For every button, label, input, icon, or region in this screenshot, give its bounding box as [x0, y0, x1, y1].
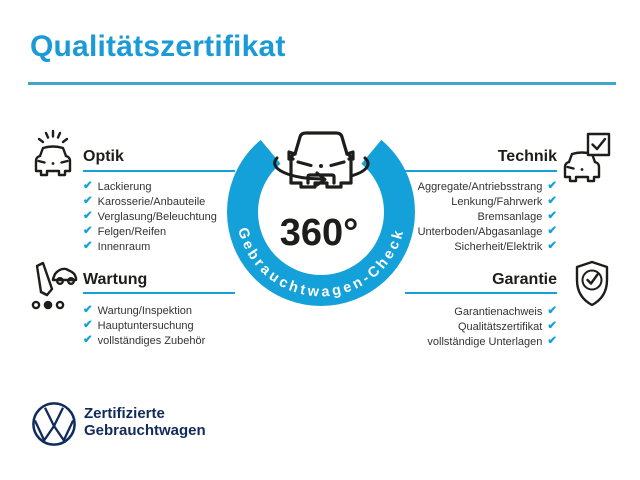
list-item-label: Hauptuntersuchung [97, 319, 194, 332]
check-icon: ✔ [83, 194, 93, 207]
degree-label: 360° [279, 212, 359, 254]
list-item-label: vollständige Unterlagen [427, 335, 543, 348]
wartung-checklist [83, 303, 205, 348]
list-item-label: Aggregate/Antriebsstrang [417, 180, 543, 193]
car-checkbox-icon [561, 130, 613, 184]
check-icon: ✔ [547, 179, 557, 192]
sparkling-car-icon [27, 129, 79, 183]
garantie-checklist [427, 304, 557, 349]
list-item-label: Lackierung [97, 180, 152, 193]
list-item [427, 334, 557, 349]
list-item-label: Innenraum [97, 240, 151, 253]
check-icon: ✔ [547, 319, 557, 332]
list-item [83, 209, 217, 224]
list-item-label: Qualitätszertifikat [457, 320, 543, 333]
list-item [83, 194, 217, 209]
list-item-label: Felgen/Reifen [97, 225, 167, 238]
list-item-label: Unterboden/Abgasanlage [417, 225, 543, 238]
check-icon: ✔ [83, 224, 93, 237]
list-item [83, 179, 217, 194]
header-divider [28, 82, 616, 85]
list-item [478, 209, 557, 224]
list-item-label: Sicherheit/Elektrik [454, 240, 543, 253]
section-rule-garantie [405, 292, 557, 294]
list-item-label: Garantienachweis [454, 305, 543, 318]
list-item-label: Verglasung/Beleuchtung [97, 210, 217, 223]
list-item [83, 224, 217, 239]
brand-claim [84, 406, 206, 439]
section-rule-optik [83, 170, 235, 172]
check-icon: ✔ [547, 304, 557, 317]
ring-label: Gebrauchtwagen-Check [234, 225, 408, 301]
optik-checklist [83, 179, 217, 254]
list-item [418, 179, 557, 194]
list-item [418, 224, 557, 239]
check-icon: ✔ [547, 194, 557, 207]
brand-line2: Gebrauchtwagen [84, 421, 206, 439]
list-item [454, 304, 557, 319]
list-item-label: Lenkung/Fahrwerk [451, 195, 543, 208]
section-title-optik: Optik [83, 148, 124, 165]
check-icon: ✔ [83, 333, 93, 346]
pencil-car-checklist-icon [27, 259, 79, 311]
list-item-label: Karosserie/Anbauteile [97, 195, 206, 208]
section-title-wartung: Wartung [83, 271, 148, 288]
check-icon: ✔ [547, 334, 557, 347]
list-item-label: Bremsanlage [477, 210, 543, 223]
360-check-badge [221, 106, 421, 318]
brand-line1: Zertifizierte [84, 405, 165, 422]
section-title-garantie: Garantie [492, 271, 557, 288]
list-item [83, 318, 205, 333]
list-item [83, 303, 205, 318]
check-icon: ✔ [83, 318, 93, 331]
check-icon: ✔ [547, 209, 557, 222]
check-icon: ✔ [83, 239, 93, 252]
check-icon: ✔ [547, 224, 557, 237]
list-item [458, 319, 557, 334]
check-icon: ✔ [83, 303, 93, 316]
list-item [83, 333, 205, 348]
section-rule-wartung [83, 292, 235, 294]
check-icon: ✔ [83, 209, 93, 222]
section-rule-technik [405, 170, 557, 172]
technik-checklist [418, 179, 557, 254]
check-icon: ✔ [83, 179, 93, 192]
list-item-label: vollständiges Zubehör [97, 334, 206, 347]
vw-logo [30, 400, 78, 448]
list-item [83, 239, 217, 254]
page-title: Qualitätszertifikat [30, 30, 286, 63]
list-item-label: Wartung/Inspektion [97, 304, 193, 317]
list-item [454, 239, 557, 254]
section-title-technik: Technik [497, 148, 557, 165]
shield-check-icon [574, 260, 610, 308]
list-item [451, 194, 557, 209]
check-icon: ✔ [547, 239, 557, 252]
